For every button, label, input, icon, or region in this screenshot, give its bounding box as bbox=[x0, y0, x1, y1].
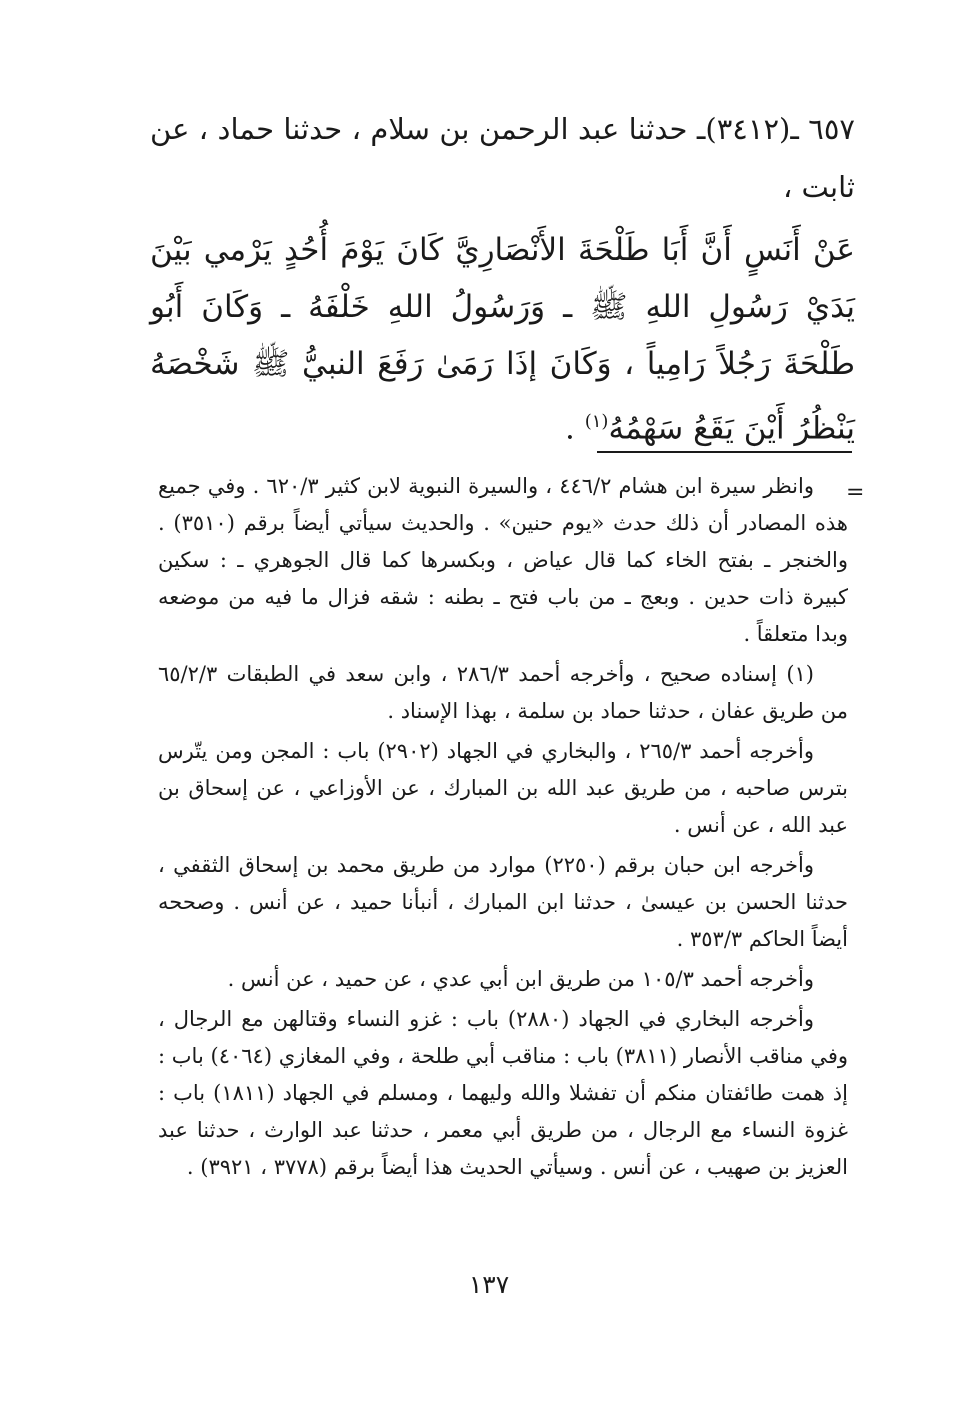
hadith-number: ٦٥٧ bbox=[808, 112, 855, 146]
hadith-isnad: حدثنا عبد الرحمن بن سلام ، حدثنا حماد ، عن ثابت ، bbox=[150, 112, 855, 204]
footnotes-section bbox=[158, 468, 848, 1189]
footnote-paragraph: وأخرجه أحمد ١٠٥/٣ من طريق ابن أبي عدي ، عن حميد ، عن أنس . bbox=[227, 967, 814, 991]
footnote-paragraph: (١) إسناده صحيح ، وأخرجه أحمد ٢٨٦/٣ ، وابن سعد في الطبقات ٦٥/٢/٣ من طريق عفان ، حدثنا حماد بن سلمة ، بهذا الإسناد . bbox=[158, 662, 848, 723]
hadith-end-mark: . bbox=[565, 410, 575, 447]
hadith-matn-paragraph bbox=[150, 222, 855, 457]
footnote-continuation-mark: = bbox=[846, 480, 865, 505]
footnote-paragraph: وانظر سيرة ابن هشام ٤٤٦/٢ ، والسيرة النبوية لابن كثير ٦٢٠/٣ . وفي جميع هذه المصادر أن ذلك حدث «يوم حنين» . والحديث سيأتي أيضاً برقم (٣٥١٠) . والخنجر ـ بفتح الخاء كما قال عياض ، وبكسرها كما قال الجوهري ـ : سكين كبيرة ذات حدين . وبعج ـ من باب فتح ـ بطنه : شقه فزال ما فيه من موضعه وبدا متعلقاً . bbox=[158, 474, 848, 646]
footnote-paragraph: وأخرجه أحمد ٢٦٥/٣ ، والبخاري في الجهاد (٢٩٠٢) باب : المجن ومن يتّرس بترس صاحبه ، من طريق عبد الله بن المبارك ، عن الأوزاعي ، عن إسحاق بن عبد الله ، عن أنس . bbox=[158, 739, 848, 837]
footnote-paragraph: وأخرجه ابن حبان برقم (٢٢٥٠) موارد من طريق محمد بن إسحاق الثقفي ، حدثنا الحسن بن عيسىٰ ، حدثنا ابن المبارك ، أنبأنا حميد ، عن أنس . وصححه أيضاً الحاكم ٣٥٣/٣ . bbox=[158, 853, 848, 951]
hadith-cross-reference: (٣٤١٢) bbox=[705, 112, 791, 146]
page-number: ١٣٧ bbox=[468, 1270, 510, 1299]
hadith-block bbox=[150, 100, 855, 457]
footnote-divider bbox=[597, 451, 852, 453]
hadith-matn: عَنْ أَنَسٍ أَنَّ أَبَا طَلْحَةَ الأَنْصَارِيَّ كَانَ يَوْمَ أُحُدٍ يَرْمي بَيْنَ يَدَيْ رَسُولِ اللهِ ﷺ ـ وَرَسُولُ اللهِ خَلْفَهُ ـ وَكَانَ أَبُو طَلْحَةَ رَجُلاً رَامِياً ، وَكَانَ إذَا رَمَىٰ رَفَعَ النبيُّ ﷺ شَخْصَهُ يَنْظُرُ أَيْنَ يَقَعُ سَهْمُهُ bbox=[150, 232, 855, 447]
footnote-paragraph: وأخرجه البخاري في الجهاد (٢٨٨٠) باب : غزو النساء وقتالهن مع الرجال ، وفي مناقب الأنصار (٣٨١١) باب : مناقب أبي طلحة ، وفي المغازي (٤٠٦٤) باب : إذ همت طائفتان منكم أن تفشلا والله وليهما ، ومسلم في الجهاد (١٨١١) باب : غزوة النساء مع الرجال ، من طريق أبي معمر ، حدثنا عبد الوارث ، حدثنا عبد العزيز بن صهيب ، عن أنس . وسيأتي الحديث هذا أيضاً برقم (٣٧٧٨ ، ٣٩٢١) . bbox=[158, 1007, 849, 1179]
hadith-isnad-line: ٦٥٧ ـ(٣٤١٢)ـ حدثنا عبد الرحمن بن سلام ، حدثنا حماد ، عن ثابت ، bbox=[150, 112, 855, 204]
footnote-reference: (١) bbox=[584, 411, 609, 432]
